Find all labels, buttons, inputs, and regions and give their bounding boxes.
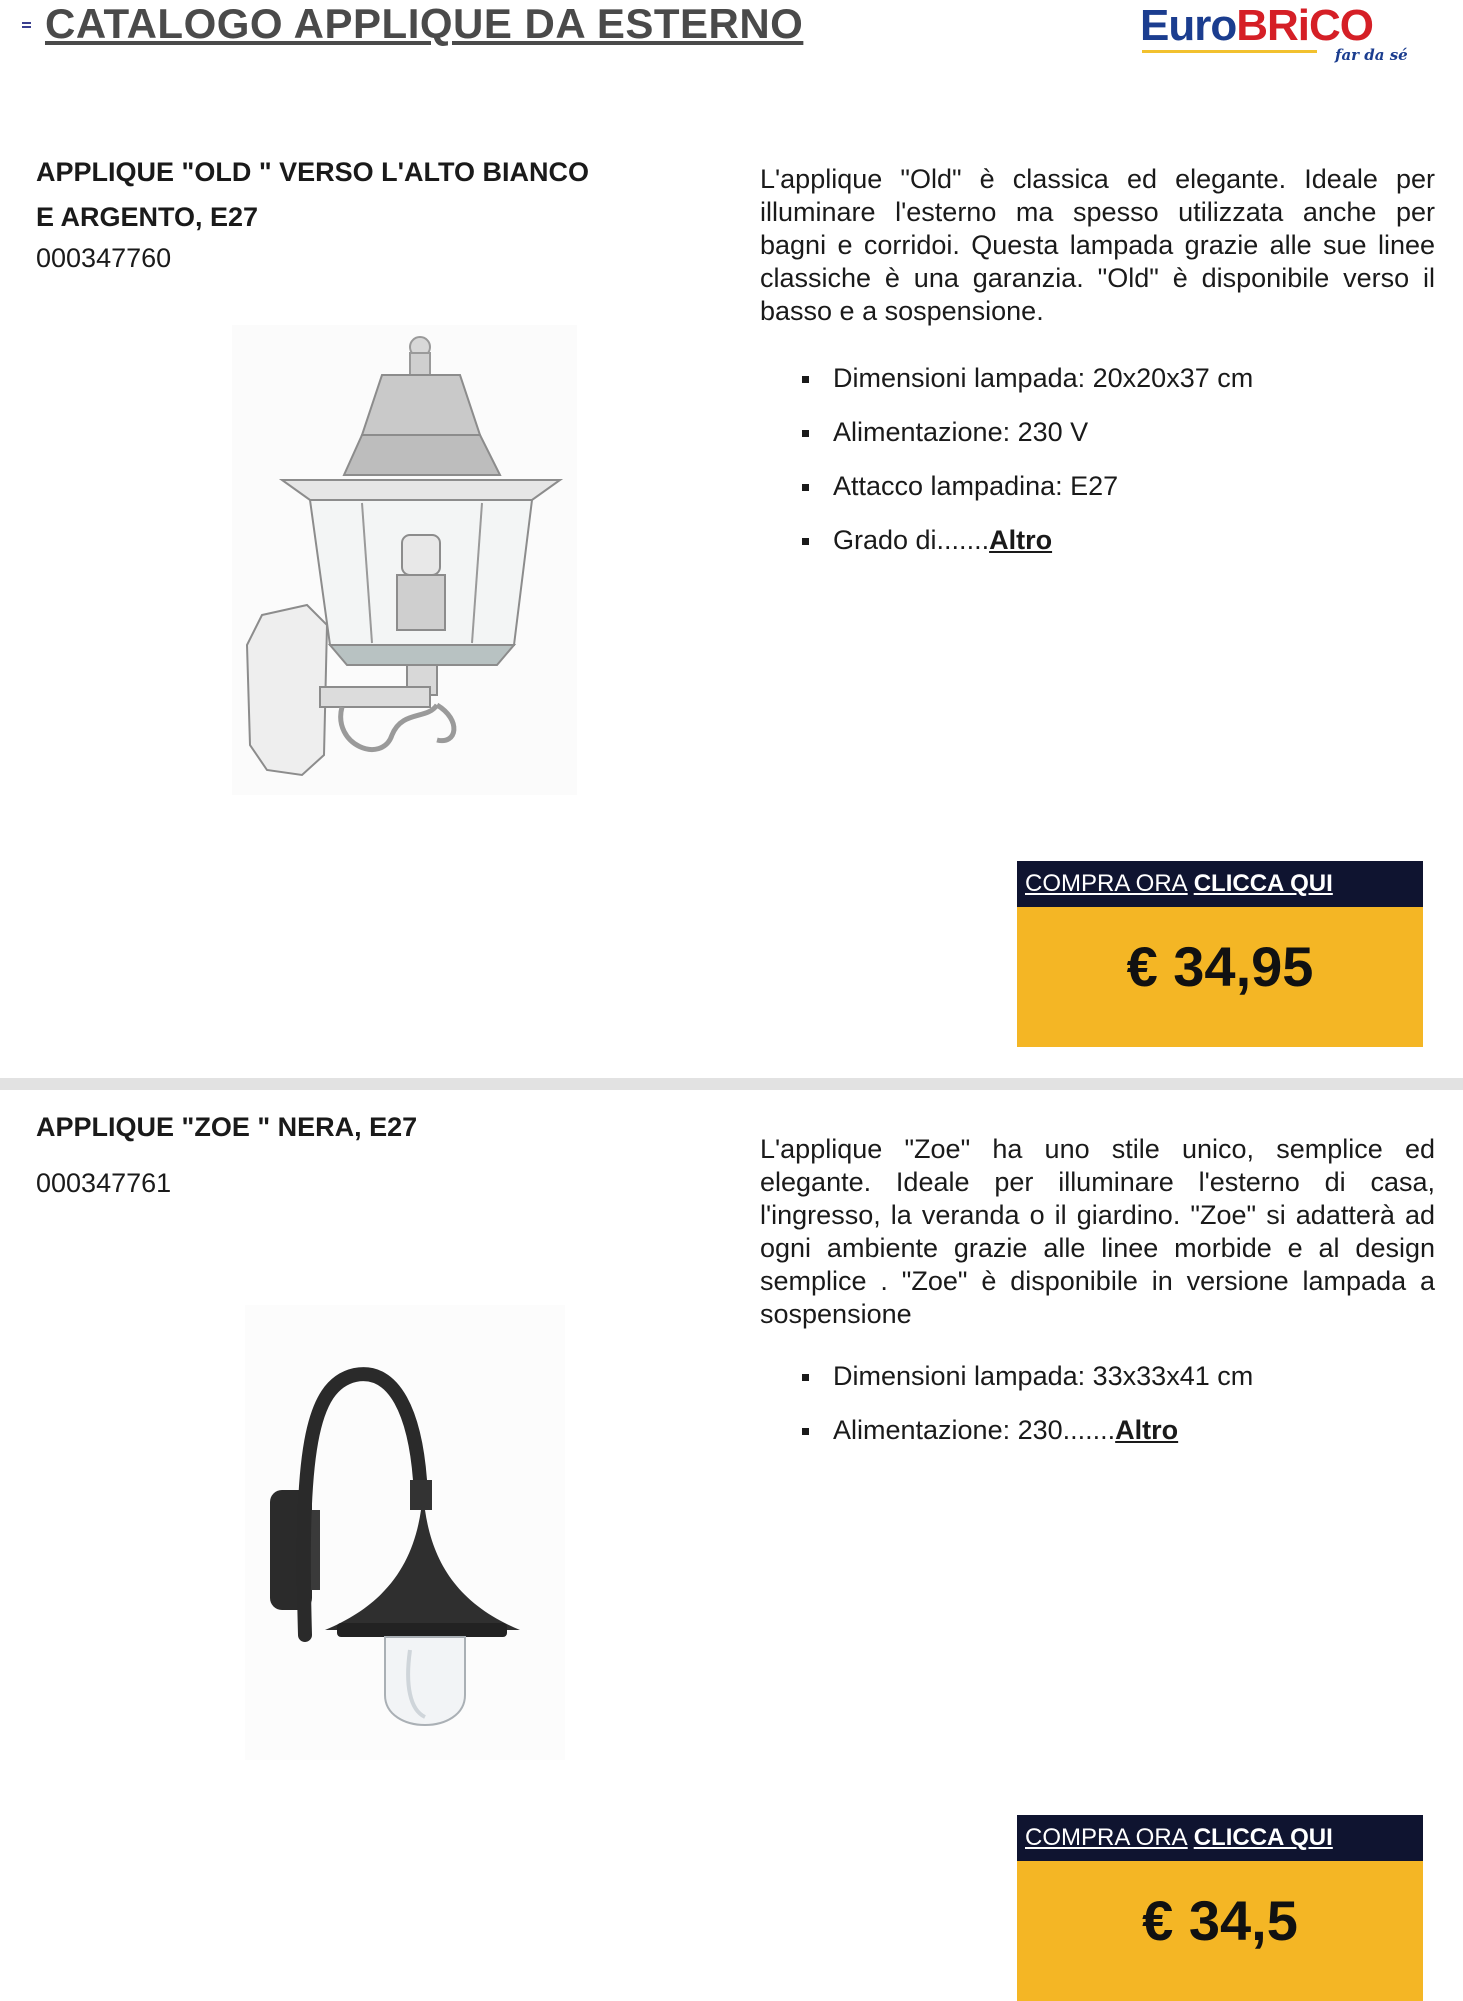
price-label: € 34,95 xyxy=(1017,907,1423,1047)
spec-list xyxy=(800,360,1440,576)
spec-item-text: Grado di....... xyxy=(833,525,990,555)
product-title: APPLIQUE "ZOE " NERA, E27 xyxy=(36,1112,418,1142)
buy-box[interactable] xyxy=(1017,861,1423,1047)
click-here-link[interactable]: CLICCA QUI xyxy=(1193,870,1333,897)
product-description: L'applique "Zoe" ha uno stile unico, semplice ed elegante. Ideale per illuminare l'esterno di casa, l'ingresso, la veranda o il giardino. "Zoe" si adatterà ad ogni ambiente grazie alle linee morbide e al design semplice . "Zoe" è disponibile in versione lampada a sospensione xyxy=(760,1134,1435,1329)
price-label: € 34,5 xyxy=(1017,1861,1423,2001)
buy-bar[interactable] xyxy=(1017,1815,1423,1861)
catalog-title: CATALOGO APPLIQUE DA ESTERNO xyxy=(45,0,804,47)
spec-list xyxy=(800,1358,1440,1466)
product-title: APPLIQUE "OLD " VERSO L'ALTO BIANCO E ARGENTO, E27 xyxy=(36,157,590,232)
click-here-link[interactable]: CLICCA QUI xyxy=(1193,1824,1333,1851)
spec-item-text: Alimentazione: 230....... xyxy=(833,1415,1116,1445)
buy-now-label[interactable]: COMPRA ORA xyxy=(1025,1824,1188,1851)
logo-brico: BRiCO xyxy=(1236,1,1374,50)
product-card-zoe xyxy=(0,1080,1463,2000)
logo-tagline: far da sé xyxy=(1335,46,1408,64)
more-link[interactable]: Altro xyxy=(1115,1415,1179,1445)
product-description: L'applique "Old" è classica ed elegante. Ideale per illuminare l'esterno ma spesso utilizzata anche per bagni e corridoi. Questa lampada grazie alle sue linee classiche è una garanzia. "Old" è disponibile verso il basso e a sospensione. xyxy=(760,164,1435,326)
buy-box[interactable] xyxy=(1017,1815,1423,2001)
buy-now-label[interactable]: COMPRA ORA xyxy=(1025,870,1188,897)
buy-bar[interactable] xyxy=(1017,861,1423,907)
lantern-icon xyxy=(232,325,577,795)
spec-item: Alimentazione: 230 V xyxy=(800,414,1440,468)
spec-item: Dimensioni lampada: 20x20x37 cm xyxy=(800,360,1440,414)
spec-item xyxy=(800,1412,1440,1466)
spec-item: Dimensioni lampada: 33x33x41 cm xyxy=(800,1358,1440,1412)
more-link[interactable]: Altro xyxy=(989,525,1053,555)
spec-item: Attacco lampadina: E27 xyxy=(800,468,1440,522)
gooseneck-lamp-icon xyxy=(245,1305,565,1760)
product-code: 000347761 xyxy=(36,1168,172,1198)
product-code: 000347760 xyxy=(36,243,172,273)
spec-item xyxy=(800,522,1440,576)
logo-euro: Euro xyxy=(1140,1,1237,50)
